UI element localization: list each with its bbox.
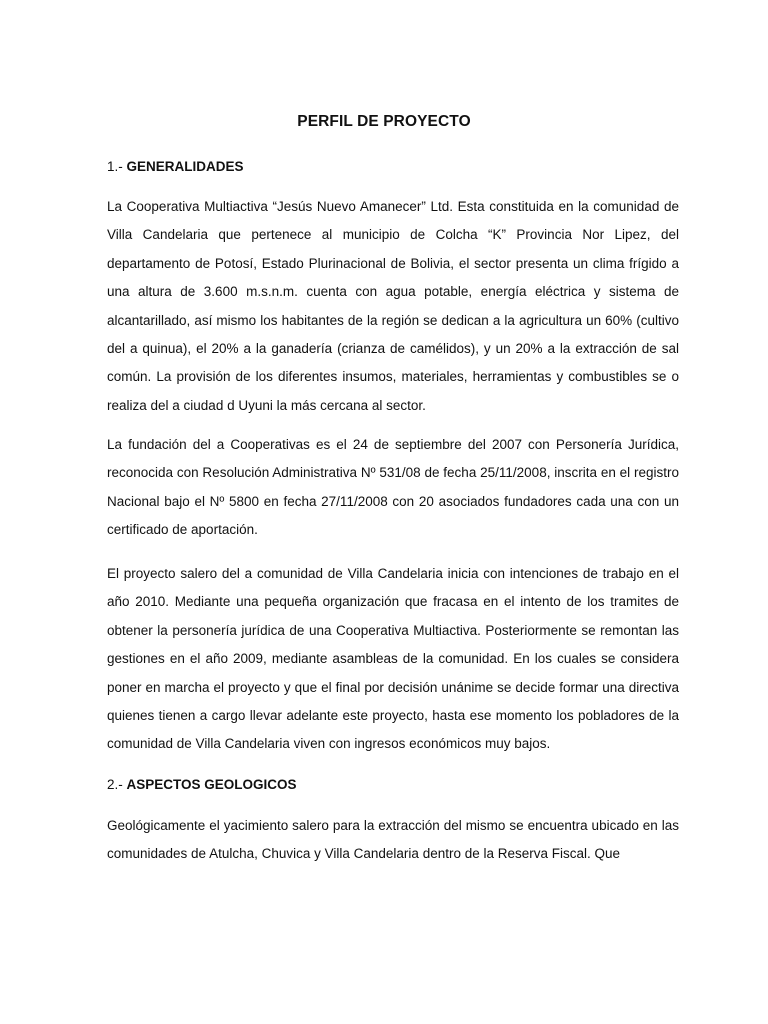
paragraph-fundacion: La fundación del a Cooperativas es el 24 de septiembre del 2007 con Personería Jurídica, reconocida con Resolución Administrativa Nº 531/08 de fecha 25/11/2008, inscrita en el registro Nacional bajo el Nº 5800 en fecha 27/11/2008 con 20 asociados fundadores cada una con un certificado de aportación. — [107, 437, 679, 538]
section-number: 1.- — [107, 159, 127, 174]
paragraph-cooperativa: La Cooperativa Multiactiva “Jesús Nuevo Amanecer” Ltd. Esta constituida en la comunidad de Villa Candelaria que pertenece al municipio de Colcha “K” Provincia Nor Lipez, del departamento de Potosí, Estado Plurinacional de Bolivia, el sector presenta un clima frígido a una altura de 3.600 m.s.n.m. cuenta con agua potable, energía eléctrica y sistema de alcantarillado, así mismo los habitantes de la región se dedican a la agricultura un 60% (cultivo del a quinua), el 20% a la ganadería (crianza de camélidos), y un 20% a la extracción de sal común. La provisión de los diferentes insumos, materiales, herramientas y combustibles se o realiza del a ciudad d Uyuni la más cercana al sector. — [107, 199, 679, 413]
section-number: 2.- — [107, 777, 127, 792]
section-heading-generalidades — [107, 159, 244, 174]
paragraph-proyecto-salero: El proyecto salero del a comunidad de Villa Candelaria inicia con intenciones de trabajo en el año 2010. Mediante una pequeña organización que fracasa en el intento de los tramites de obtener la personería jurídica de una Cooperativa Multiactiva. Posteriormente se remontan las gestiones en el año 2009, mediante asambleas de la comunidad. En los cuales se considera poner en marcha el proyecto y que el final por decisión unánime se decide formar una directiva quienes tienen a cargo llevar adelante este proyecto, hasta ese momento los pobladores de la comunidad de Villa Candelaria viven con ingresos económicos muy bajos. — [107, 566, 679, 752]
section-heading-aspectos-geologicos — [107, 777, 297, 792]
section-label: GENERALIDADES — [126, 159, 244, 174]
section-label: ASPECTOS GEOLOGICOS — [126, 777, 297, 792]
paragraph-yacimiento: Geológicamente el yacimiento salero para la extracción del mismo se encuentra ubicado en las comunidades de Atulcha, Chuvica y Villa Candelaria dentro de la Reserva Fiscal. Que — [107, 818, 679, 862]
document-title: PERFIL DE PROYECTO — [297, 113, 471, 130]
